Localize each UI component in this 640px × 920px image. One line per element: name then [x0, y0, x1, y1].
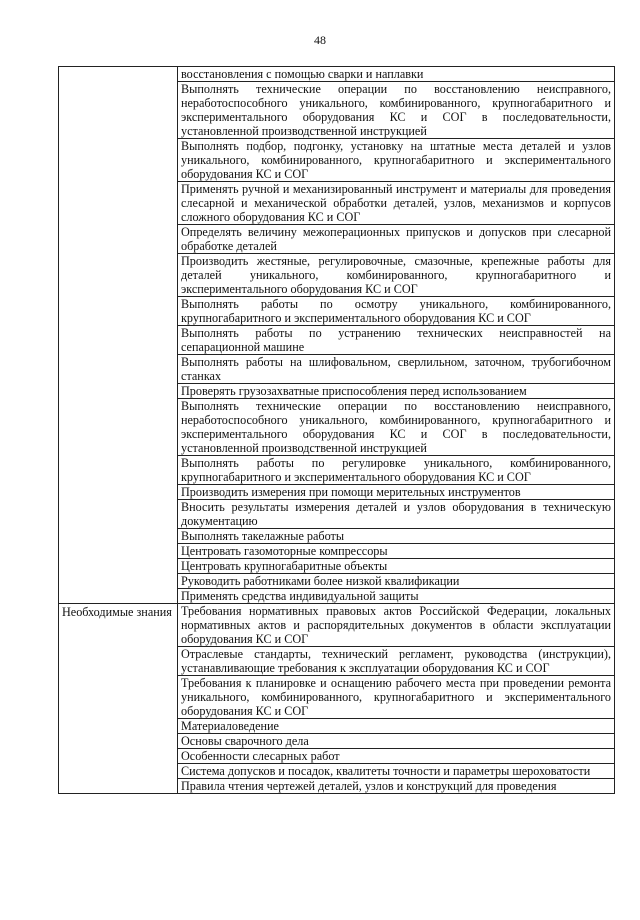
skill-item: Выполнять работы по устранению технических неисправностей на сепарационной машине [178, 326, 615, 355]
page-number: 48 [314, 33, 326, 47]
skill-item: Руководить работниками более низкой квалификации [178, 574, 615, 589]
skill-item: Выполнять технические операции по восстановлению неисправного, неработоспособного уникального, комбинированного, крупногабаритного и экспериментального оборудования КС и СОГ в последовательности, установленной производственной инструкцией [178, 82, 615, 139]
skill-item: Центровать газомоторные компрессоры [178, 544, 615, 559]
skill-item: Выполнять технические операции по восстановлению неисправного, неработоспособного уникального, комбинированного, крупногабаритного и экспериментального оборудования КС и СОГ в последовательности, установленной производственной инструкцией [178, 399, 615, 456]
skill-item: Выполнять подбор, подгонку, установку на штатные места деталей и узлов уникального, комбинированного, крупногабаритного и экспериментального оборудования КС и СОГ [178, 139, 615, 182]
knowledge-item: Требования нормативных правовых актов Российской Федерации, локальных нормативных актов и распорядительных документов в области эксплуатации оборудования КС и СОГ [178, 604, 615, 647]
skill-item: Определять величину межоперационных припусков и допусков при слесарной обработке деталей [178, 225, 615, 254]
knowledge-item: Правила чтения чертежей деталей, узлов и конструкций для проведения [178, 779, 615, 794]
skill-item: Выполнять работы на шлифовальном, сверлильном, заточном, трубогибочном станках [178, 355, 615, 384]
skill-item: Применять средства индивидуальной защиты [178, 589, 615, 604]
knowledge-item: Система допусков и посадок, квалитеты точности и параметры шероховатости [178, 764, 615, 779]
skill-item: восстановления с помощью сварки и наплавки [178, 67, 615, 82]
skill-item: Вносить результаты измерения деталей и узлов оборудования в техническую документацию [178, 500, 615, 529]
skill-item: Выполнять работы по осмотру уникального, комбинированного, крупногабаритного и экспериментального оборудования КС и СОГ [178, 297, 615, 326]
knowledge-item: Требования к планировке и оснащению рабочего места при проведении ремонта уникального, комбинированного, крупногабаритного и экспериментального оборудования КС и СОГ [178, 676, 615, 719]
skill-item: Производить измерения при помощи мерительных инструментов [178, 485, 615, 500]
table-row [59, 604, 615, 647]
competency-table [58, 66, 615, 794]
skill-item: Применять ручной и механизированный инструмент и материалы для проведения слесарной и механической обработки деталей, узлов, механизмов и корпусов сложного оборудования КС и СОГ [178, 182, 615, 225]
knowledge-item: Основы сварочного дела [178, 734, 615, 749]
skill-item: Производить жестяные, регулировочные, смазочные, крепежные работы для деталей уникального, комбинированного, крупногабаритного и экспериментального оборудования КС и СОГ [178, 254, 615, 297]
knowledge-item: Отраслевые стандарты, технический регламент, руководства (инструкции), устанавливающие требования к эксплуатации оборудования КС и СОГ [178, 647, 615, 676]
knowledge-item: Особенности слесарных работ [178, 749, 615, 764]
knowledge-label: Необходимые знания [59, 604, 178, 794]
skill-item: Выполнять такелажные работы [178, 529, 615, 544]
table-row [59, 67, 615, 82]
skill-item: Центровать крупногабаритные объекты [178, 559, 615, 574]
knowledge-item: Материаловедение [178, 719, 615, 734]
skills-label-cell [59, 67, 178, 604]
skill-item: Проверять грузозахватные приспособления перед использованием [178, 384, 615, 399]
skill-item: Выполнять работы по регулировке уникального, комбинированного, крупногабаритного и экспериментального оборудования КС и СОГ [178, 456, 615, 485]
